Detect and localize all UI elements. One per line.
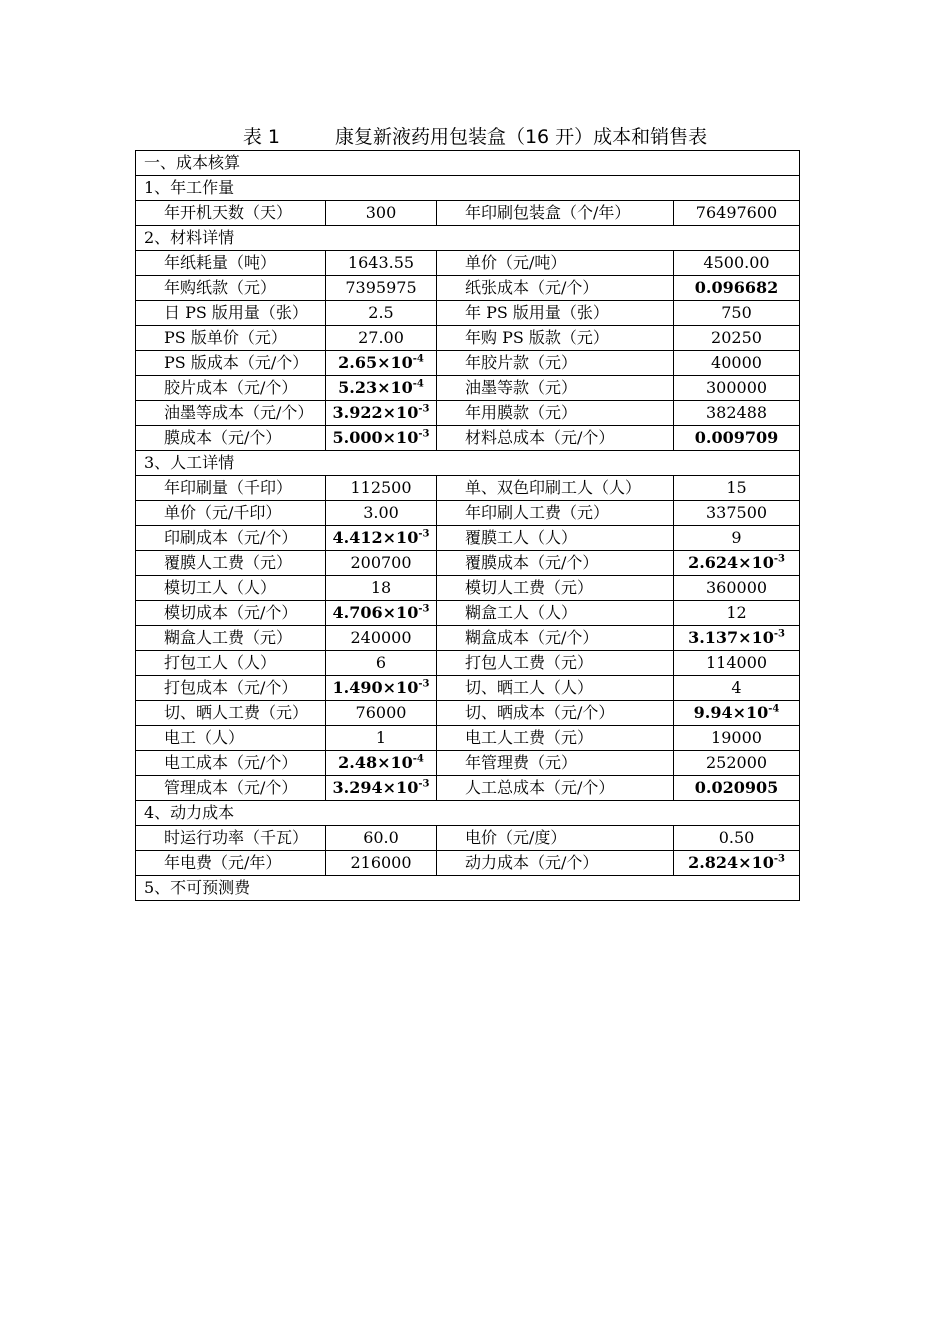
- table-row: [136, 401, 800, 426]
- value-text: 6: [375, 653, 387, 672]
- cell-label: 糊盒成本（元/个）: [437, 626, 674, 651]
- value-exponent: -3: [773, 853, 785, 865]
- value-text: 1.490×10: [332, 678, 419, 697]
- value-exponent: -3: [418, 678, 430, 690]
- value-text: 0.009709: [694, 428, 779, 447]
- cell-label: 年纸耗量（吨）: [136, 251, 326, 276]
- cell-label: 印刷成本（元/个）: [136, 526, 326, 551]
- value-exponent: -4: [412, 353, 424, 365]
- value-text: 252000: [705, 753, 768, 772]
- value-text: 76000: [355, 703, 407, 722]
- cell-label: 动力成本（元/个）: [437, 851, 674, 876]
- cell-value: [326, 626, 437, 651]
- cell-value: [674, 351, 800, 376]
- cell-label: 年 PS 版用量（张）: [437, 301, 674, 326]
- value-exponent: -3: [418, 403, 430, 415]
- value-text: 19000: [711, 728, 762, 747]
- value-text: 2.624×10: [688, 553, 774, 572]
- section-row: [136, 876, 800, 901]
- cell-label: 模切工人（人）: [136, 576, 326, 601]
- value-text: 300000: [705, 378, 768, 397]
- cell-value: [674, 376, 800, 401]
- cell-label: 模切人工费（元）: [437, 576, 674, 601]
- table-row: [136, 301, 800, 326]
- value-text: 216000: [350, 853, 412, 872]
- value-exponent: -3: [773, 628, 785, 640]
- table-row: [136, 726, 800, 751]
- cell-value: [674, 526, 800, 551]
- cell-value: [674, 651, 800, 676]
- value-text: 4.412×10: [332, 528, 419, 547]
- table-row: [136, 776, 800, 801]
- cell-value: [326, 251, 437, 276]
- cell-label: 糊盒人工费（元）: [136, 626, 326, 651]
- cell-label: 电工人工费（元）: [437, 726, 674, 751]
- cell-label: 年印刷量（千印）: [136, 476, 326, 501]
- cell-label: 年印刷人工费（元）: [437, 501, 674, 526]
- table-row: [136, 201, 800, 226]
- cell-label: PS 版单价（元）: [136, 326, 326, 351]
- value-text: 2.48×10: [338, 753, 413, 772]
- cell-value: [326, 501, 437, 526]
- value-text: 27.00: [358, 328, 404, 347]
- value-text: 9: [731, 528, 742, 547]
- value-text: 750: [721, 303, 752, 322]
- cell-value: [326, 751, 437, 776]
- cell-value: [326, 276, 437, 301]
- cell-label: 覆膜人工费（元）: [136, 551, 326, 576]
- cell-value: [326, 651, 437, 676]
- cell-value: [326, 526, 437, 551]
- section-heading: 3、人工详情: [136, 451, 800, 476]
- cell-label: 电工（人）: [136, 726, 326, 751]
- value-exponent: -4: [412, 378, 424, 390]
- cell-label: 人工总成本（元/个）: [437, 776, 674, 801]
- cell-label: 年胶片款（元）: [437, 351, 674, 376]
- cell-label: 切、晒工人（人）: [437, 676, 674, 701]
- cell-value: [674, 301, 800, 326]
- cell-value: [326, 301, 437, 326]
- value-text: 0.096682: [694, 278, 779, 297]
- value-text: 2.824×10: [688, 853, 774, 872]
- cell-label: 单价（元/千印）: [136, 501, 326, 526]
- section-heading: 4、动力成本: [136, 801, 800, 826]
- cell-label: 年电费（元/年）: [136, 851, 326, 876]
- value-text: 0.020905: [694, 778, 779, 797]
- cell-value: [326, 476, 437, 501]
- value-text: 112500: [350, 478, 412, 497]
- table-row: [136, 326, 800, 351]
- cell-label: 年印刷包装盒（个/年）: [437, 201, 674, 226]
- value-text: 382488: [705, 403, 768, 422]
- cell-label: 年购 PS 版款（元）: [437, 326, 674, 351]
- cell-label: 糊盒工人（人）: [437, 601, 674, 626]
- section-heading: 5、不可预测费: [136, 876, 800, 901]
- cell-value: [326, 776, 437, 801]
- cell-value: [326, 726, 437, 751]
- value-text: 360000: [705, 578, 768, 597]
- cell-value: [674, 776, 800, 801]
- table-row: [136, 826, 800, 851]
- value-text: 76497600: [695, 203, 778, 222]
- cell-value: [326, 351, 437, 376]
- value-text: 2.65×10: [338, 353, 413, 372]
- cell-value: [674, 326, 800, 351]
- table-row: [136, 276, 800, 301]
- cell-value: [674, 401, 800, 426]
- cell-label: 覆膜成本（元/个）: [437, 551, 674, 576]
- value-exponent: -3: [418, 603, 430, 615]
- cell-label: 胶片成本（元/个）: [136, 376, 326, 401]
- cell-label: 年开机天数（天）: [136, 201, 326, 226]
- value-text: 3.294×10: [332, 778, 419, 797]
- cell-value: [674, 276, 800, 301]
- value-exponent: -3: [418, 428, 430, 440]
- section-row: [136, 176, 800, 201]
- cell-label: 单价（元/吨）: [437, 251, 674, 276]
- cell-label: 打包工人（人）: [136, 651, 326, 676]
- value-exponent: -4: [412, 753, 424, 765]
- cell-label: 切、晒人工费（元）: [136, 701, 326, 726]
- cell-value: [674, 751, 800, 776]
- cell-label: 年管理费（元）: [437, 751, 674, 776]
- value-text: 1643.55: [347, 253, 415, 272]
- cell-label: 管理成本（元/个）: [136, 776, 326, 801]
- table-row: [136, 676, 800, 701]
- value-text: 15: [726, 478, 747, 497]
- value-exponent: -4: [768, 703, 780, 715]
- cost-sales-table: [135, 150, 800, 901]
- value-text: 40000: [711, 353, 762, 372]
- cell-value: [326, 701, 437, 726]
- cell-value: [326, 601, 437, 626]
- table-row: [136, 376, 800, 401]
- value-text: 240000: [350, 628, 412, 647]
- value-exponent: -3: [418, 778, 430, 790]
- table-caption: 康复新液药用包装盒（16 开）成本和销售表: [334, 126, 708, 148]
- section-row: [136, 226, 800, 251]
- table-body: [136, 151, 800, 901]
- table-title: [0, 124, 950, 150]
- value-text: 3.137×10: [688, 628, 774, 647]
- cell-value: [326, 576, 437, 601]
- cell-value: [674, 601, 800, 626]
- cell-value: [674, 576, 800, 601]
- value-exponent: -3: [418, 528, 430, 540]
- cell-value: [326, 201, 437, 226]
- value-text: 5.000×10: [332, 428, 419, 447]
- cell-value: [674, 501, 800, 526]
- cell-label: 日 PS 版用量（张）: [136, 301, 326, 326]
- table-row: [136, 501, 800, 526]
- cell-label: 电工成本（元/个）: [136, 751, 326, 776]
- cell-label: PS 版成本（元/个）: [136, 351, 326, 376]
- cell-label: 模切成本（元/个）: [136, 601, 326, 626]
- table-row: [136, 351, 800, 376]
- section-row: [136, 451, 800, 476]
- table-row: [136, 626, 800, 651]
- cell-value: [674, 726, 800, 751]
- table-row: [136, 701, 800, 726]
- cell-label: 纸张成本（元/个）: [437, 276, 674, 301]
- cell-value: [674, 551, 800, 576]
- value-text: 4500.00: [703, 253, 770, 272]
- value-text: 2.5: [368, 303, 394, 322]
- cell-label: 时运行功率（千瓦）: [136, 826, 326, 851]
- cell-label: 切、晒成本（元/个）: [437, 701, 674, 726]
- cell-value: [674, 701, 800, 726]
- cell-value: [674, 476, 800, 501]
- cell-label: 膜成本（元/个）: [136, 426, 326, 451]
- table-row: [136, 426, 800, 451]
- cell-value: [326, 326, 437, 351]
- cell-value: [326, 826, 437, 851]
- value-text: 300: [365, 203, 397, 222]
- value-text: 18: [370, 578, 392, 597]
- value-text: 114000: [705, 653, 768, 672]
- cell-label: 材料总成本（元/个）: [437, 426, 674, 451]
- cell-value: [674, 851, 800, 876]
- cell-label: 电价（元/度）: [437, 826, 674, 851]
- table-number: 表 1: [242, 126, 280, 148]
- value-text: 3.00: [363, 503, 399, 522]
- section-heading: 1、年工作量: [136, 176, 800, 201]
- cell-value: [674, 201, 800, 226]
- value-text: 9.94×10: [693, 703, 769, 722]
- value-text: 4.706×10: [332, 603, 419, 622]
- cell-value: [674, 251, 800, 276]
- table-row: [136, 751, 800, 776]
- cell-label: 覆膜工人（人）: [437, 526, 674, 551]
- value-text: 1: [375, 728, 387, 747]
- value-text: 60.0: [363, 828, 399, 847]
- cell-value: [674, 826, 800, 851]
- cell-value: [674, 426, 800, 451]
- cell-value: [674, 626, 800, 651]
- value-exponent: -3: [773, 553, 785, 565]
- table-row: [136, 476, 800, 501]
- cell-label: 打包成本（元/个）: [136, 676, 326, 701]
- table-row: [136, 251, 800, 276]
- value-text: 20250: [711, 328, 762, 347]
- cell-value: [326, 676, 437, 701]
- value-text: 200700: [350, 553, 412, 572]
- value-text: 5.23×10: [338, 378, 413, 397]
- section-heading: 2、材料详情: [136, 226, 800, 251]
- section-row: [136, 801, 800, 826]
- value-text: 7395975: [345, 278, 417, 297]
- table-row: [136, 576, 800, 601]
- table-row: [136, 526, 800, 551]
- cell-label: 打包人工费（元）: [437, 651, 674, 676]
- cell-value: [326, 551, 437, 576]
- value-text: 0.50: [718, 828, 755, 847]
- table-row: [136, 651, 800, 676]
- section-heading: 一、成本核算: [136, 151, 800, 176]
- value-text: 3.922×10: [332, 403, 419, 422]
- cell-value: [326, 401, 437, 426]
- cell-label: 年购纸款（元）: [136, 276, 326, 301]
- cell-value: [326, 376, 437, 401]
- cell-value: [326, 426, 437, 451]
- value-text: 4: [731, 678, 742, 697]
- cell-label: 单、双色印刷工人（人）: [437, 476, 674, 501]
- cell-label: 油墨等款（元）: [437, 376, 674, 401]
- section-row: [136, 151, 800, 176]
- value-text: 12: [726, 603, 747, 622]
- table-row: [136, 601, 800, 626]
- cell-value: [674, 676, 800, 701]
- cell-label: 年用膜款（元）: [437, 401, 674, 426]
- value-text: 337500: [705, 503, 768, 522]
- table-row: [136, 851, 800, 876]
- cell-value: [326, 851, 437, 876]
- table-row: [136, 551, 800, 576]
- cell-label: 油墨等成本（元/个）: [136, 401, 326, 426]
